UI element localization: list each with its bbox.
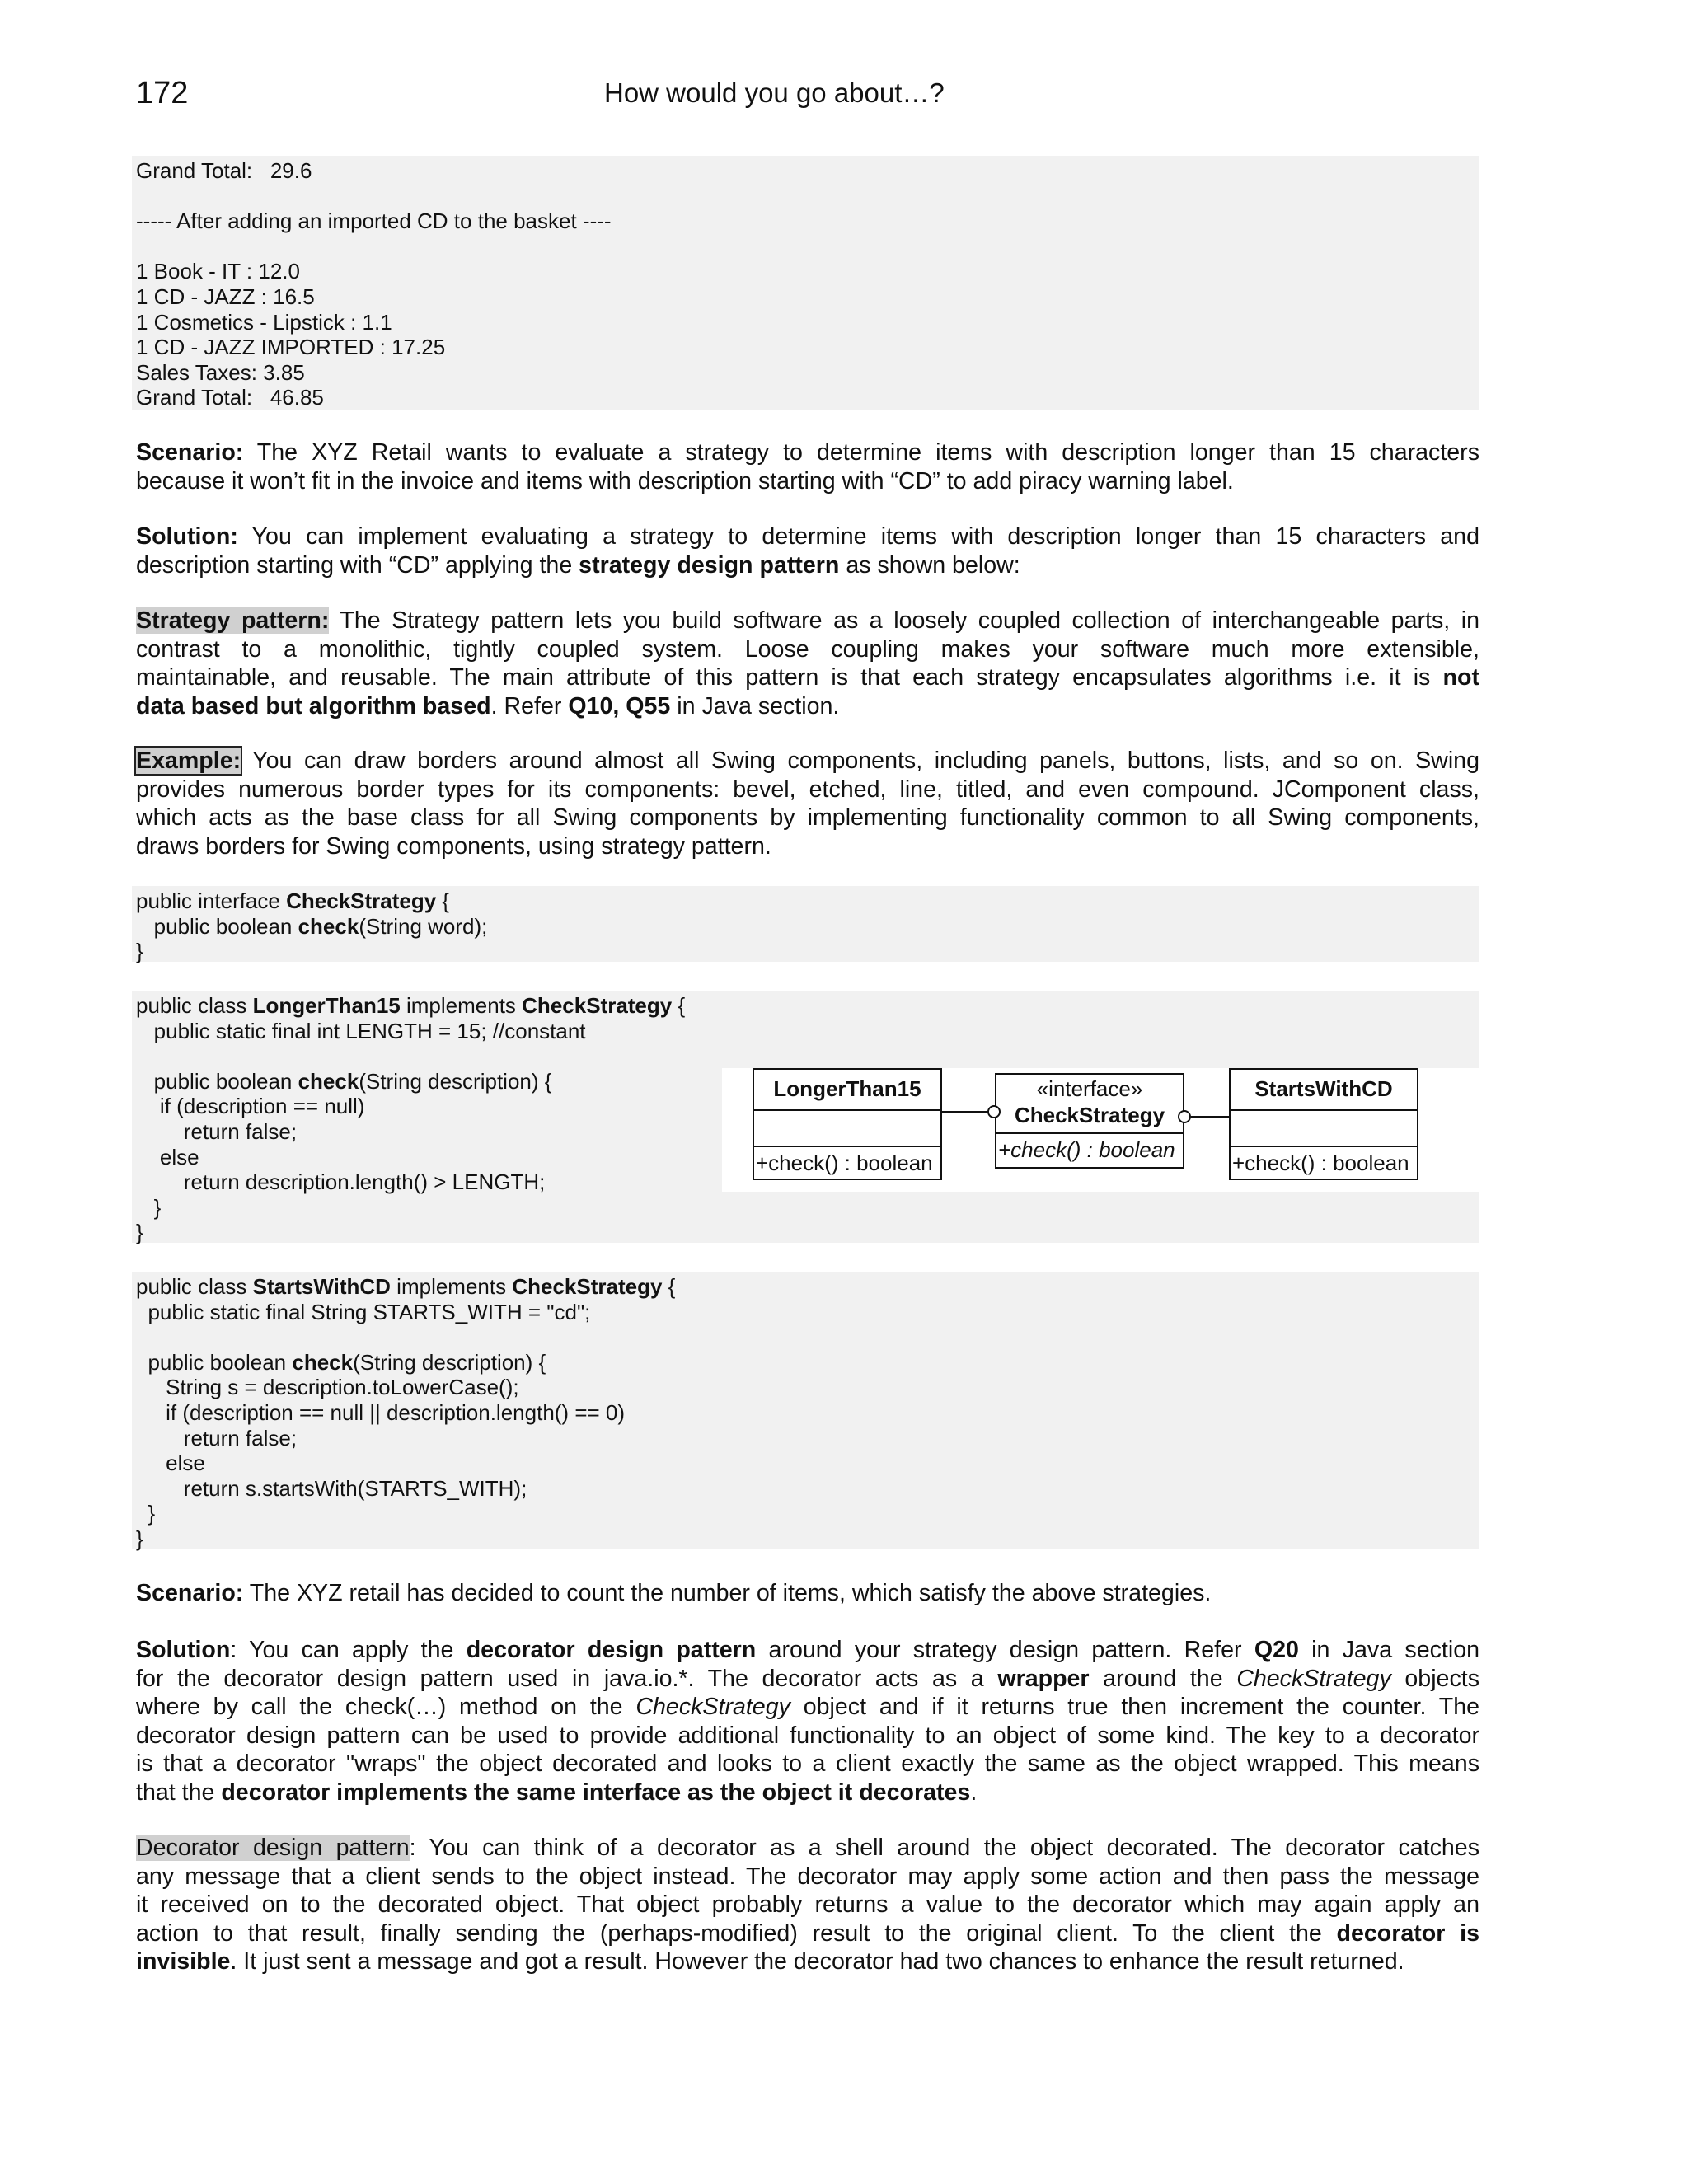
code-line: } (136, 939, 143, 964)
code-line: public class LongerThan15 implements CheckStrategy { (136, 993, 686, 1018)
code-line: 1 CD - JAZZ : 16.5 (136, 284, 315, 309)
code-line: public static final String STARTS_WITH = "cd"; (136, 1299, 591, 1324)
scenario-paragraph: Scenario: The XYZ Retail wants to evaluate a strategy to determine items with description longer than 15 characters because it won’t fit in the invoice and items with description starting with “CD” to add piracy warning label. (136, 439, 1479, 494)
code-line (136, 184, 1479, 209)
code-line: if (description == null || description.length() == 0) (136, 1399, 626, 1425)
scenario-label: Scenario: (136, 1580, 244, 1606)
code-line (136, 1324, 1479, 1350)
code-line: Sales Taxes: 3.85 (136, 359, 305, 385)
code-line: ----- After adding an imported CD to the basket ---- (136, 209, 612, 234)
page-header (136, 76, 1479, 117)
code-line: public boolean check(String description) { (136, 1068, 552, 1094)
code-line: return false; (136, 1118, 298, 1144)
scenario-label: Scenario: (136, 439, 244, 466)
code-line: public static final int LENGTH = 15; //constant (136, 1018, 586, 1043)
code-line: public boolean check(String word); (136, 913, 488, 939)
realization-line-right (1191, 1116, 1229, 1118)
strategy-label: Strategy pattern: (136, 607, 330, 634)
code-line: } (136, 1220, 143, 1245)
decorator-paragraph: Decorator design pattern: You can think of a decorator as a shell around the object decorated. The decorator catches any message that a client sends to the object instead. The decorator may apply some action and then pass the message it received on to the decorated object. That object probably returns a value to the decorator which may again apply an action to that result, finally sending the (perhaps-modified) result to the original client. To the client the decorator is invisible. It just sent a message and got a result. However the decorator had two chances to enhance the result returned. (136, 1835, 1480, 1975)
code-line: return description.length() > LENGTH; (136, 1169, 546, 1195)
uml-class-longer-than-15: LongerThan15 +check() : boolean (753, 1068, 942, 1180)
code-line: } (136, 1501, 156, 1526)
solution-2-paragraph: Solution: You can apply the decorator design pattern around your strategy design pattern. Refer Q20 in Java section for the decorator design pattern used in java.io.*. The decorator acts as a wrapper around the CheckStrategy objects where by call the check(…) method on the CheckStrategy object and if it returns true then increment the counter. The decorator design pattern can be used to provide additional functionality to an object of some kind. The key to a decorator is that a decorator "wraps" the object decorated and looks to a client exactly the same as the object wrapped. This means that the decorator implements the same interface as the object it decorates. (136, 1637, 1480, 1806)
solution-paragraph: Solution: You can implement evaluating a strategy to determine items with description longer than 15 characters and description starting with “CD” applying the strategy design pattern as shown below: (136, 523, 1479, 579)
code-line (136, 1043, 1479, 1069)
code-line: else (136, 1451, 205, 1476)
scenario-2-paragraph: Scenario: The XYZ retail has decided to count the number of items, which satisfy the above strategies. (136, 1580, 1212, 1606)
uml-interface-check-strategy: «interface» CheckStrategy +check() : boolean (995, 1073, 1184, 1169)
example-label: Example: (136, 748, 241, 774)
code-line: } (136, 1526, 143, 1551)
code-line: String s = description.toLowerCase(); (136, 1375, 519, 1400)
interface-code-block (132, 886, 1479, 962)
code-line: public interface CheckStrategy { (136, 888, 450, 913)
code-line: else (136, 1144, 199, 1169)
code-line: 1 Cosmetics - Lipstick : 1.1 (136, 309, 392, 335)
example-paragraph: Example: You can draw borders around almost all Swing components, including panels, buttons, lists, and so on. Swing provides numerous border types for its components: bevel, etched, line, titled, and even compound. JComponent class, which acts as the base class for all Swing components by implementing functionality common to all Swing components, draws borders for Swing components, using strategy pattern. (136, 748, 1479, 860)
lollipop-left (987, 1105, 1001, 1118)
uml-class-starts-with-cd: StartsWithCD +check() : boolean (1229, 1068, 1418, 1180)
code-line: Grand Total: 46.85 (136, 385, 324, 410)
code-line: 1 Book - IT : 12.0 (136, 259, 300, 284)
output-code-block (132, 156, 1479, 410)
starts-with-cd-code-block (132, 1272, 1479, 1549)
solution-label: Solution: (136, 523, 238, 550)
running-title: How would you go about…? (604, 77, 945, 108)
code-line: 1 CD - JAZZ IMPORTED : 17.25 (136, 335, 446, 360)
code-line: public boolean check(String description) { (136, 1349, 546, 1375)
lollipop-right (1178, 1110, 1191, 1123)
uml-class-diagram (722, 1068, 1482, 1192)
realization-line-left (942, 1111, 988, 1113)
code-line (136, 234, 1479, 260)
decorator-label: Decorator design pattern (136, 1835, 410, 1861)
code-line: public class StartsWithCD implements CheckStrategy { (136, 1274, 676, 1299)
page-number: 172 (136, 76, 189, 110)
code-line: Grand Total: 29.6 (136, 158, 312, 183)
strategy-paragraph: Strategy pattern: The Strategy pattern lets you build software as a loosely coupled collection of interchangeable parts, in contrast to a monolithic, tightly coupled system. Loose coupling makes your software much more extensible, maintainable, and reusable. The main attribute of this pattern is that each strategy encapsulates algorithms i.e. it is not data based but algorithm based. Refer Q10, Q55 in Java section. (136, 607, 1479, 719)
code-line: if (description == null) (136, 1094, 365, 1119)
code-line: return false; (136, 1425, 298, 1451)
solution-label: Solution (136, 1637, 231, 1663)
code-line: } (136, 1194, 162, 1220)
code-line: return s.startsWith(STARTS_WITH); (136, 1475, 528, 1501)
